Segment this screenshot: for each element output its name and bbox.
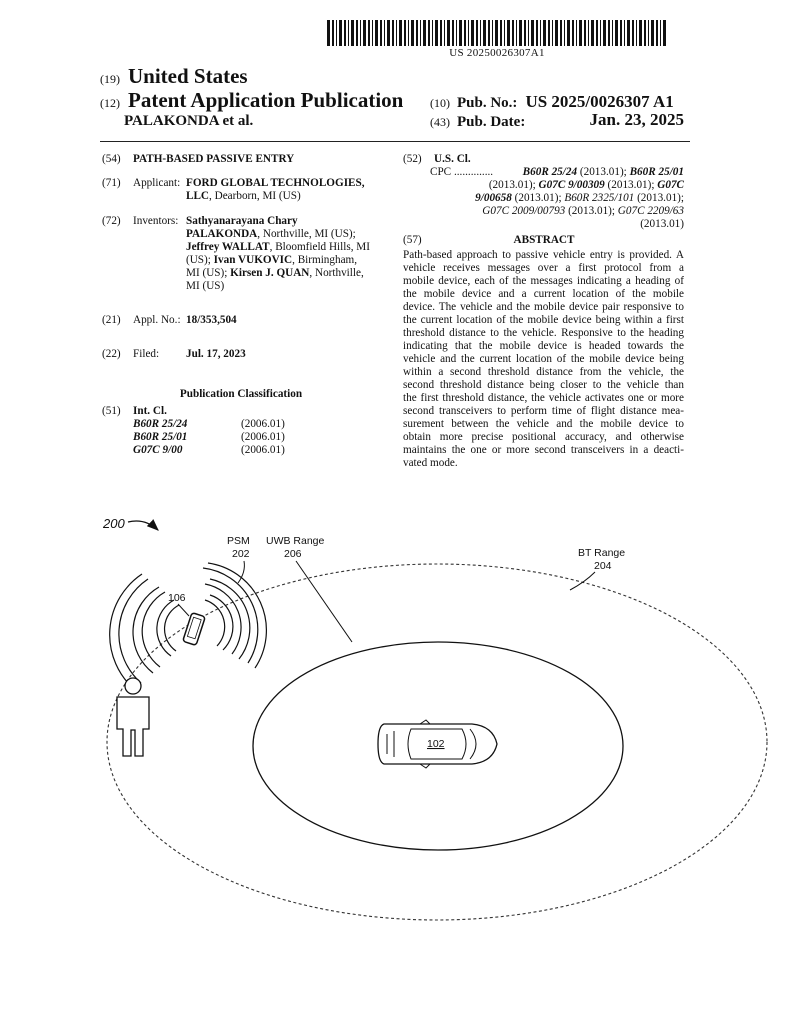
pub-class-heading: Publication Classification	[179, 388, 303, 400]
applicant-label: Applicant:	[133, 177, 181, 189]
code-51: (51)	[102, 405, 121, 417]
us-cl-label: U.S. Cl.	[434, 153, 471, 165]
barcode-bar	[480, 20, 481, 46]
applicant-line2: LLC, Dearborn, MI (US)	[186, 190, 301, 202]
barcode	[327, 20, 667, 46]
uwb-leader	[296, 561, 352, 642]
barcode-bar	[663, 20, 666, 46]
pub-no-line	[430, 92, 674, 112]
bt-leader	[570, 572, 595, 590]
barcode-bar	[528, 20, 529, 46]
barcode-bar	[519, 20, 522, 46]
barcode-bar	[656, 20, 658, 46]
int-cl-ver-1: (2006.01)	[241, 418, 285, 430]
code-71: (71)	[102, 177, 121, 189]
barcode-bar	[516, 20, 517, 46]
abstract-line: vated mode.	[403, 457, 458, 469]
pub-no: US 2025/0026307 A1	[525, 92, 674, 111]
barcode-bar	[600, 20, 601, 46]
barcode-bar	[644, 20, 646, 46]
barcode-bar	[567, 20, 570, 46]
code-19: (19)	[100, 72, 120, 86]
barcode-bar	[612, 20, 613, 46]
barcode-bar	[435, 20, 438, 46]
barcode-bar	[404, 20, 406, 46]
barcode-bar	[632, 20, 634, 46]
barcode-bar	[396, 20, 397, 46]
barcode-bar	[392, 20, 394, 46]
inventor-short: PALAKONDA et al.	[124, 113, 254, 129]
barcode-bar	[344, 20, 346, 46]
header-rule	[100, 141, 690, 142]
abstract-line: second transceivers to perform time of flight distance mea-	[403, 405, 684, 417]
barcode-bar	[572, 20, 574, 46]
bt-ref: 204	[594, 560, 612, 572]
device-leader	[178, 604, 189, 616]
abstract-line: indicating that the mobile device is headed towards the	[403, 340, 684, 352]
inventors-label: Inventors:	[133, 215, 179, 227]
abstract-line: threshold distance to the vehicle. Responsive to the heading	[403, 327, 684, 339]
barcode-bar	[564, 20, 565, 46]
barcode-bar	[660, 20, 661, 46]
barcode-bar	[512, 20, 514, 46]
code-54: (54)	[102, 153, 121, 165]
abstract-line: Path-based approach to passive vehicle entry is provided. A	[403, 249, 684, 261]
barcode-bar	[555, 20, 558, 46]
barcode-bar	[504, 20, 505, 46]
barcode-bar	[411, 20, 414, 46]
barcode-bar	[588, 20, 589, 46]
abstract-line: second threshold distance being closer to the vehicle than	[403, 379, 684, 391]
pub-date-label: Pub. Date:	[457, 114, 526, 130]
barcode-bar	[363, 20, 366, 46]
cpc-line-5: (2013.01)	[640, 218, 684, 230]
abstract-line: surement between the vehicle and the mobile device to	[403, 418, 684, 430]
barcode-bar	[552, 20, 553, 46]
barcode-bar	[440, 20, 442, 46]
code-22: (22)	[102, 348, 121, 360]
barcode-bar	[408, 20, 409, 46]
doc-type: Patent Application Publication	[128, 88, 404, 112]
barcode-bar	[372, 20, 373, 46]
barcode-bar	[651, 20, 654, 46]
int-cl-label: Int. Cl.	[133, 405, 167, 417]
barcode-bar	[636, 20, 637, 46]
pub-date-line	[430, 113, 525, 131]
pub-no-label: Pub. No.:	[457, 95, 518, 111]
abstract-line: maintains the one or more second transceivers in a deacti-	[403, 444, 684, 456]
fig-ref-label: 200	[103, 516, 125, 531]
title: PATH-BASED PASSIVE ENTRY	[133, 153, 295, 165]
appl-no-label: Appl. No.:	[133, 314, 181, 326]
fig-ref-arrow	[128, 521, 158, 530]
abstract-line: the first threshold distance, the vehicle activates one or more	[403, 392, 684, 404]
code-43: (43)	[430, 115, 450, 129]
filed-date: Jul. 17, 2023	[186, 348, 246, 360]
code-21: (21)	[102, 314, 121, 326]
barcode-bar	[639, 20, 642, 46]
barcode-bar	[579, 20, 582, 46]
barcode-bar	[584, 20, 586, 46]
barcode-bar	[471, 20, 474, 46]
barcode-bar	[459, 20, 462, 46]
barcode-bar	[648, 20, 649, 46]
barcode-bar	[608, 20, 610, 46]
barcode-bar	[360, 20, 361, 46]
barcode-bar	[384, 20, 385, 46]
abstract-heading: ABSTRACT	[513, 234, 575, 246]
cpc-line-4: G07C 2009/00793 (2013.01); G07C 2209/63	[482, 205, 684, 217]
barcode-bar	[603, 20, 606, 46]
barcode-bar	[591, 20, 594, 46]
barcode-bar	[464, 20, 466, 46]
barcode-bar	[620, 20, 622, 46]
barcode-bar	[524, 20, 526, 46]
barcode-bar	[488, 20, 490, 46]
abstract-line: vehicle receives messages over a first protocol from a	[403, 262, 684, 274]
cpc-line-1: CPC .............. B60R 25/24 (2013.01); B60R 25/01	[430, 166, 684, 178]
abstract-line: vehicle and the current location of the mobile device being	[403, 353, 684, 365]
abstract-line: within a second threshold distance from the vehicle, the	[403, 366, 684, 378]
barcode-bar	[332, 20, 334, 46]
barcode-bar	[452, 20, 454, 46]
barcode-bar	[356, 20, 358, 46]
barcode-bar	[540, 20, 541, 46]
barcode-bar	[500, 20, 502, 46]
barcode-bar	[627, 20, 630, 46]
barcode-bar	[624, 20, 625, 46]
barcode-bar	[560, 20, 562, 46]
abstract-line: mobile device, each of the messages indicating a heading of	[403, 275, 684, 287]
abstract-line: obtain more precise positional accuracy, and otherwise	[403, 431, 684, 443]
barcode-number: US 20250026307A1	[449, 47, 545, 59]
barcode-bar	[531, 20, 534, 46]
barcode-bar	[483, 20, 486, 46]
int-cl-code-1: B60R 25/24	[133, 418, 188, 430]
barcode-bar	[423, 20, 426, 46]
barcode-bar	[380, 20, 382, 46]
country: United States	[128, 64, 248, 88]
figure-200	[0, 500, 794, 940]
barcode-bar	[615, 20, 618, 46]
barcode-bar	[428, 20, 430, 46]
barcode-bar	[351, 20, 354, 46]
abstract-line: the current location of the mobile device being within a first	[403, 314, 684, 326]
cpc-line-2: (2013.01); G07C 9/00309 (2013.01); G07C	[488, 179, 684, 191]
barcode-bar	[456, 20, 457, 46]
code-72: (72)	[102, 215, 121, 227]
barcode-bar	[444, 20, 445, 46]
barcode-bar	[447, 20, 450, 46]
abstract-text	[403, 249, 684, 470]
barcode-bar	[548, 20, 550, 46]
inventors-list: Sathyanarayana Chary PALAKONDA, Northville, MI (US); Jeffrey WALLAT, Bloomfield Hills, MI (US); Ivan VUKOVIC, Birmingham, MI (US); Kirsen J. QUAN, Northville, MI (US)	[186, 215, 370, 292]
uwb-label: UWB Range	[266, 535, 325, 547]
int-cl-code-3: G07C 9/00	[133, 444, 183, 456]
barcode-bar	[339, 20, 342, 46]
barcode-bar	[596, 20, 598, 46]
barcode-bar	[543, 20, 546, 46]
filed-label: Filed:	[133, 348, 160, 360]
barcode-bar	[495, 20, 498, 46]
doc-type-line	[100, 88, 403, 113]
barcode-bar	[432, 20, 433, 46]
barcode-bar	[387, 20, 390, 46]
appl-no: 18/353,504	[186, 314, 237, 326]
bt-label: BT Range	[578, 547, 626, 559]
code-57: (57)	[403, 234, 422, 246]
barcode-bar	[492, 20, 493, 46]
int-cl-ver-3: (2006.01)	[241, 444, 285, 456]
abstract-line: device. The vehicle and the mobile device pair responsive to	[403, 301, 684, 313]
barcode-bar	[416, 20, 418, 46]
vehicle-ref: 102	[427, 738, 445, 750]
uwb-ref: 206	[284, 548, 302, 560]
pub-date: Jan. 23, 2025	[589, 110, 684, 129]
barcode-bar	[507, 20, 510, 46]
barcode-bar	[327, 20, 330, 46]
applicant-name: FORD GLOBAL TECHNOLOGIES,	[186, 177, 365, 189]
barcode-bar	[420, 20, 421, 46]
barcode-bar	[375, 20, 378, 46]
code-10: (10)	[430, 96, 450, 110]
int-cl-ver-2: (2006.01)	[241, 431, 285, 443]
int-cl-code-2: B60R 25/01	[133, 431, 188, 443]
barcode-bar	[468, 20, 469, 46]
barcode-bar	[348, 20, 349, 46]
barcode-bar	[536, 20, 538, 46]
psm-ref: 202	[232, 548, 250, 560]
abstract-line: the mobile device and a current location of the mobile	[403, 288, 684, 300]
psm-label: PSM	[227, 535, 250, 547]
barcode-bar	[399, 20, 402, 46]
barcode-bar	[336, 20, 337, 46]
barcode-bar	[576, 20, 577, 46]
cpc-line-3: 9/00658 (2013.01); B60R 2325/101 (2013.01);	[475, 192, 684, 204]
code-12: (12)	[100, 96, 120, 110]
mobile-device-icon	[183, 613, 206, 646]
country-line	[100, 64, 248, 89]
barcode-bar	[476, 20, 478, 46]
device-ref: 106	[168, 592, 186, 604]
barcode-bar	[368, 20, 370, 46]
code-52: (52)	[403, 153, 422, 165]
